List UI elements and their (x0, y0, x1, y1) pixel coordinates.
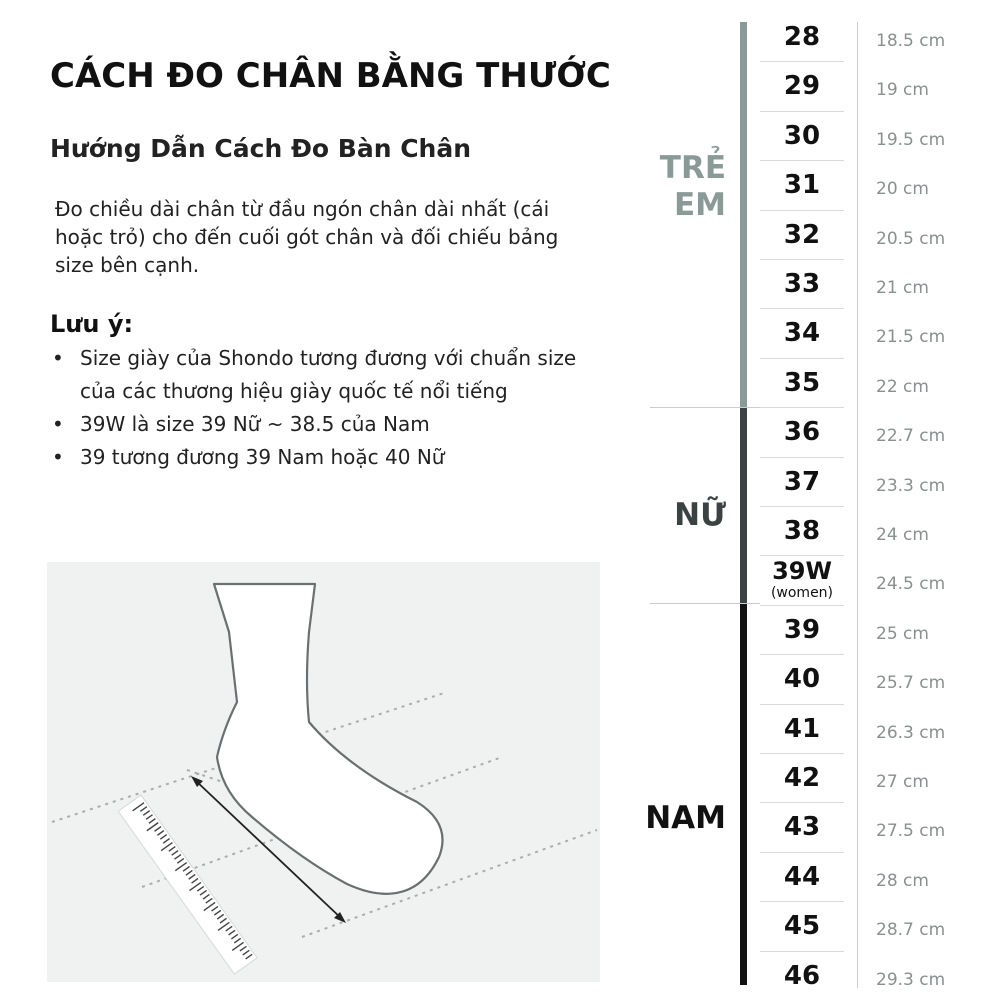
table-row (760, 12, 850, 61)
row-divider (760, 555, 844, 556)
group-bar (740, 407, 747, 603)
table-row (760, 61, 850, 110)
foot-length-value: 25.7 cm (876, 673, 946, 694)
table-row (760, 160, 850, 209)
foot-outline-icon (214, 584, 443, 894)
table-row (760, 704, 850, 753)
table-row (760, 605, 850, 654)
group-label-line: NAM (645, 800, 726, 836)
note-item: • Size giày của Shondo tương đương với chuẩn size của các thương hiệu giày quốc tế nổi tiếng (50, 342, 610, 408)
size-value: 41 (783, 713, 821, 744)
row-divider (760, 358, 844, 359)
size-value: 33 (783, 269, 821, 299)
row-divider (760, 259, 844, 260)
size-value: 35 (783, 367, 821, 398)
group-label (674, 497, 726, 534)
table-row (760, 654, 850, 703)
group-separator (650, 603, 760, 604)
table-divider (857, 22, 858, 988)
foot-length-value: 19 cm (876, 80, 929, 101)
size-value: 29 (783, 71, 821, 102)
size-value: 28 (783, 22, 821, 52)
table-row (760, 407, 850, 456)
table-row (760, 802, 850, 851)
row-divider (760, 654, 844, 655)
foot-length-value: 21 cm (876, 278, 929, 298)
foot-length-value: 22 cm (876, 376, 929, 397)
table-row (760, 555, 850, 604)
row-divider (760, 506, 844, 507)
foot-length-value: 20 cm (876, 179, 929, 200)
table-row (760, 457, 850, 506)
table-row (760, 111, 850, 160)
size-value: 34 (783, 318, 821, 349)
table-row (760, 901, 850, 950)
group-label-line: TRẺ (659, 150, 726, 186)
table-row (760, 358, 850, 407)
foot-length-value: 24.5 cm (876, 574, 946, 595)
group-bar (740, 603, 747, 985)
size-value: 32 (783, 219, 821, 250)
foot-length-value: 23.3 cm (876, 475, 946, 496)
size-value: 37 (783, 466, 821, 497)
guide-subtitle: Hướng Dẫn Cách Đo Bàn Chân (50, 134, 472, 163)
table-row (760, 210, 850, 259)
row-divider (760, 210, 844, 211)
row-divider (760, 407, 844, 408)
row-divider (760, 61, 844, 62)
row-divider (760, 308, 844, 309)
ruler-icon (118, 795, 257, 974)
row-divider (760, 753, 844, 754)
size-value: 43 (783, 812, 821, 843)
table-row (760, 308, 850, 357)
row-divider (760, 160, 844, 161)
page-title: CÁCH ĐO CHÂN BẰNG THƯỚC (50, 56, 611, 96)
table-row (760, 753, 850, 802)
foot-length-value: 21.5 cm (876, 327, 946, 348)
foot-length-value: 19.5 cm (876, 129, 946, 150)
group-label-line: NỮ (674, 497, 726, 533)
foot-length-value: 24 cm (876, 525, 929, 545)
row-divider (760, 951, 844, 952)
size-value: 39W (772, 557, 832, 586)
foot-measure-ruler-icon (47, 562, 600, 982)
row-divider (760, 457, 844, 458)
size-value: 31 (783, 170, 821, 201)
size-value: 46 (783, 960, 821, 991)
note-list (50, 342, 610, 474)
row-divider (760, 802, 844, 803)
size-value: 38 (783, 516, 821, 546)
size-value: 42 (783, 763, 821, 793)
row-divider (760, 111, 844, 112)
row-divider (760, 605, 844, 606)
row-divider (760, 704, 844, 705)
size-value: 45 (783, 911, 821, 942)
table-row (760, 506, 850, 555)
row-divider (760, 852, 844, 853)
foot-length-value: 27 cm (876, 772, 929, 792)
table-row (760, 259, 850, 308)
foot-length-value: 28 cm (876, 870, 929, 891)
size-subnote: (women) (770, 585, 834, 602)
foot-length-value: 25 cm (876, 623, 929, 644)
row-divider (760, 901, 844, 902)
size-value: 30 (783, 120, 821, 151)
size-value: 40 (783, 664, 821, 695)
group-bar (740, 22, 747, 407)
foot-length-value: 29.3 cm (876, 969, 946, 990)
guide-description: Đo chiều dài chân từ đầu ngón chân dài nhất (cái hoặc trỏ) cho đến cuối gót chân và đối chiếu bảng size bên cạnh. (55, 197, 559, 277)
group-label (660, 150, 726, 224)
foot-length-value: 20.5 cm (876, 228, 946, 249)
foot-measure-illustration (47, 562, 600, 982)
group-separator (650, 407, 760, 408)
group-label (645, 800, 726, 837)
foot-length-value: 22.7 cm (876, 426, 946, 447)
foot-length-value: 26.3 cm (876, 722, 946, 743)
note-item: • 39 tương đương 39 Nam hoặc 40 Nữ (50, 441, 610, 474)
note-title: Lưu ý: (50, 310, 134, 338)
foot-length-value: 18.5 cm (876, 31, 946, 51)
size-value: 36 (783, 417, 821, 448)
note-item: • 39W là size 39 Nữ ~ 38.5 của Nam (50, 408, 610, 441)
size-value: 44 (783, 861, 821, 892)
table-row (760, 852, 850, 901)
table-row (760, 951, 850, 1000)
size-value: 39 (783, 614, 821, 645)
foot-length-value: 28.7 cm (876, 920, 946, 941)
group-label-line: EM (673, 187, 726, 223)
foot-length-value: 27.5 cm (876, 821, 946, 842)
